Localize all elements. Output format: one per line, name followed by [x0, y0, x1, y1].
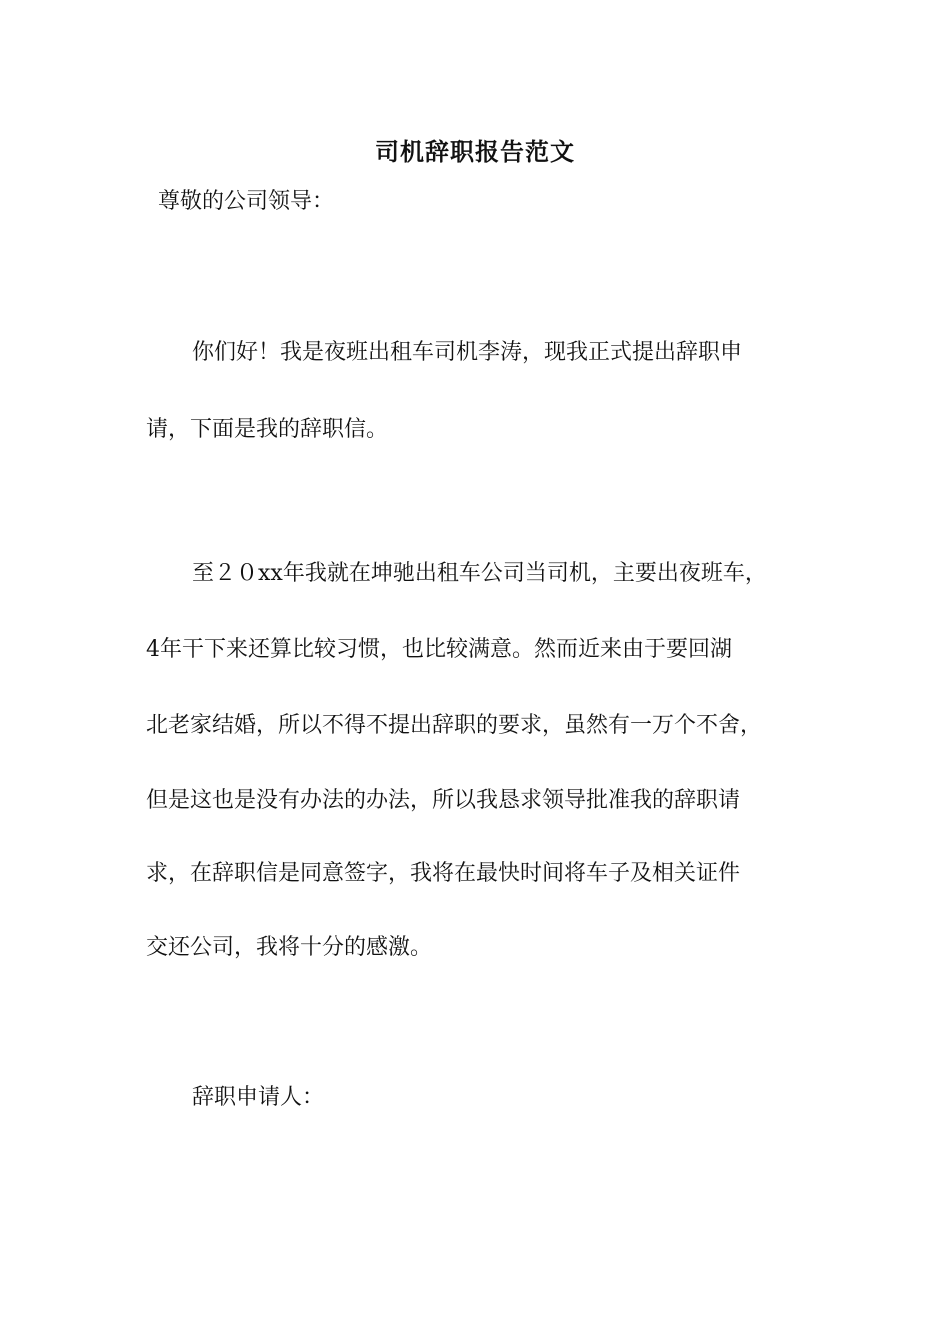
paragraph-1-line-1: 你们好！我是夜班出租车司机李涛，现我正式提出辞职申 — [192, 340, 743, 365]
paragraph-2-line-6: 交还公司，我将十分的感激。 — [146, 935, 433, 960]
document-title: 司机辞职报告范文 — [375, 137, 575, 166]
paragraph-2-line-1: 至２０xx年我就在坤驰出租车公司当司机，主要出夜班车， — [192, 561, 767, 586]
greeting: 尊敬的公司领导： — [158, 189, 335, 214]
signature-label: 辞职申请人： — [192, 1085, 325, 1110]
paragraph-2-line-4: 但是这也是没有办法的办法，所以我恳求领导批准我的辞职请 — [146, 788, 741, 813]
paragraph-2-line-5: 求，在辞职信是同意签字，我将在最快时间将车子及相关证件 — [146, 861, 741, 886]
paragraph-2-line-2: 4年干下来还算比较习惯，也比较满意。然而近来由于要回湖 — [146, 637, 732, 662]
paragraph-2-line-3: 北老家结婚，所以不得不提出辞职的要求，虽然有一万个不舍， — [146, 713, 763, 738]
paragraph-1-line-2: 请，下面是我的辞职信。 — [146, 417, 389, 442]
